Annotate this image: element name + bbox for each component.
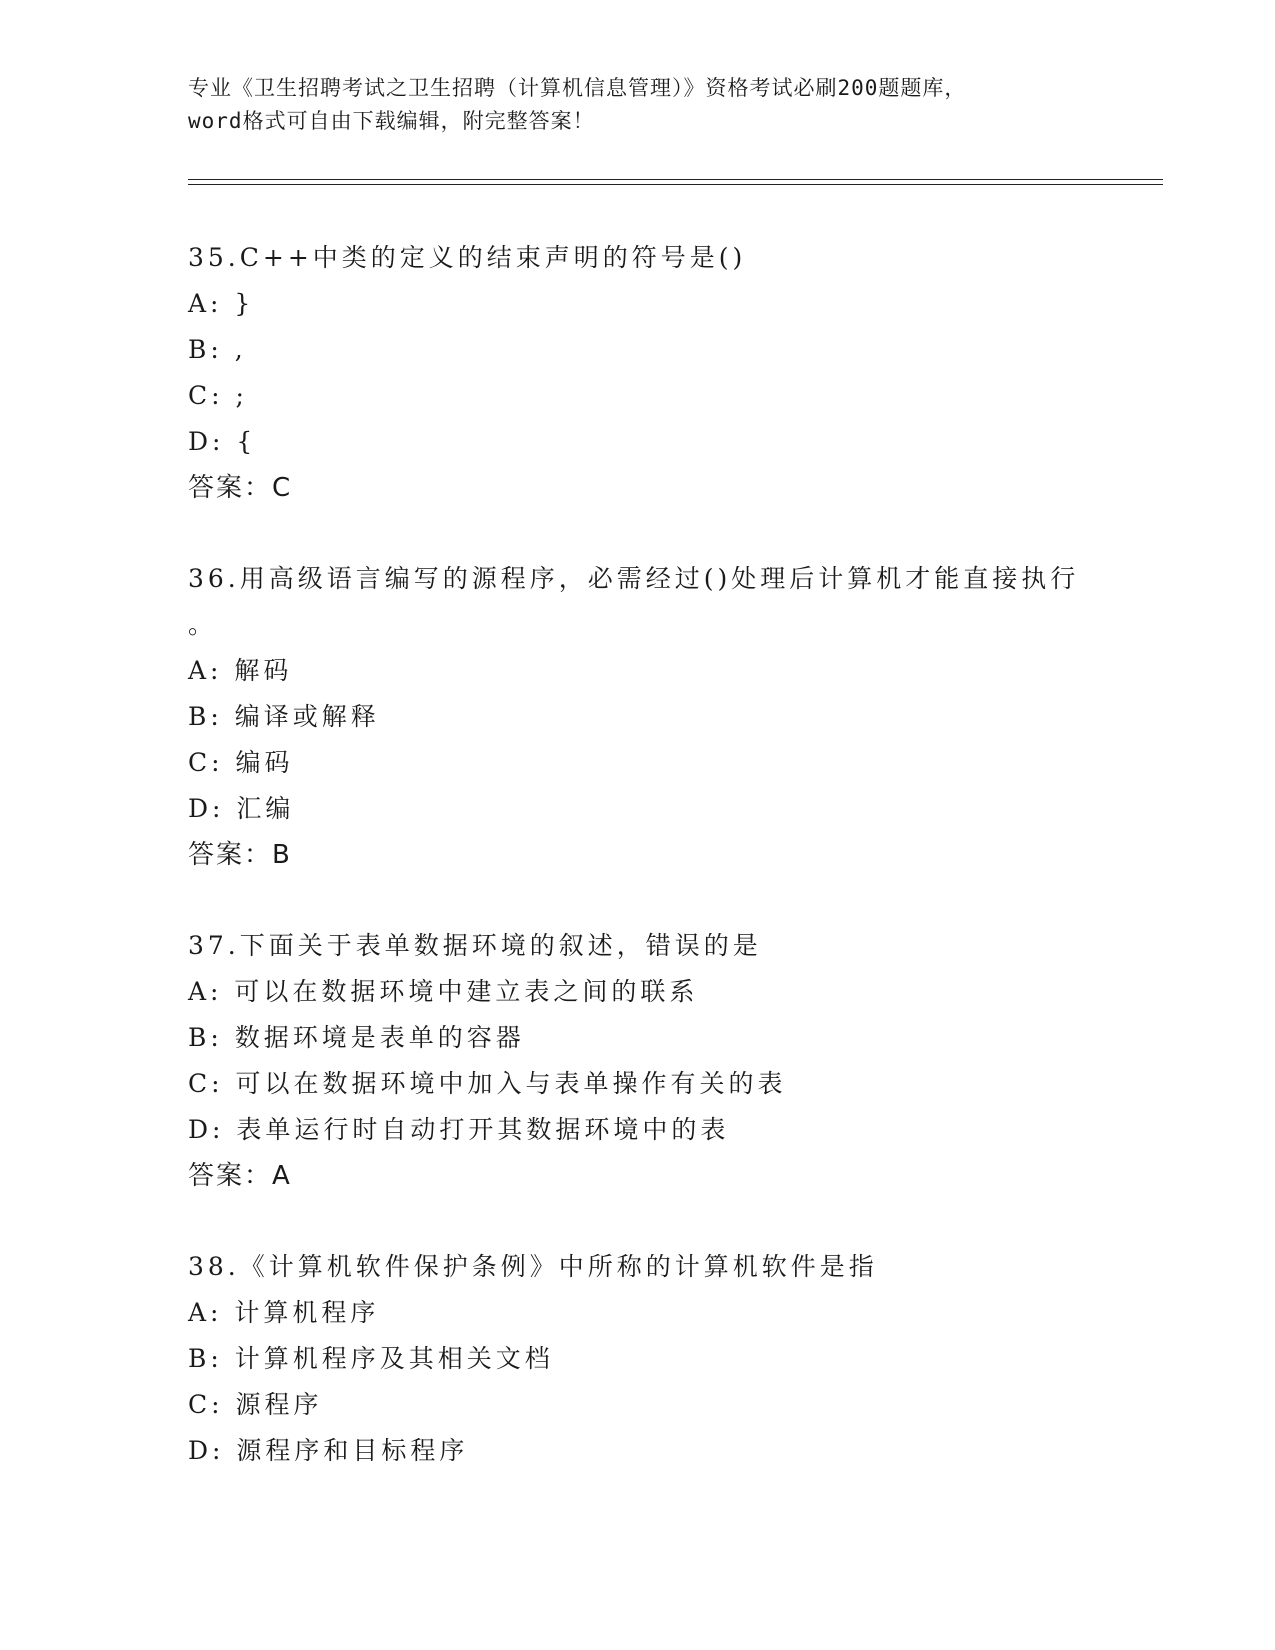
header-line-2: word格式可自由下载编辑，附完整答案！ [188,109,595,133]
question-stem: 37.下面关于表单数据环境的叙述，错误的是 [188,931,762,960]
option-d: D: 汇编 [188,794,295,823]
answer: 答案：C [188,473,293,503]
option-d: D: 表单运行时自动打开其数据环境中的表 [188,1115,730,1144]
question-list [188,235,1088,1519]
question-stem: 36.用高级语言编写的源程序，必需经过()处理后计算机才能直接执行 [188,564,1080,593]
option-b: B: 编译或解释 [188,702,380,731]
header-divider-bottom [188,184,1163,185]
option-c: C: 源程序 [188,1390,323,1419]
option-d: D: { [188,427,257,456]
option-c: C: 可以在数据环境中加入与表单操作有关的表 [188,1069,787,1098]
answer: 答案：B [188,840,292,870]
answer: 答案：A [188,1161,292,1191]
question-stem-continuation: 。 [188,610,214,639]
question-36 [188,556,1088,878]
question-stem: 35.C++中类的定义的结束声明的符号是() [188,243,747,272]
option-b: B: 计算机程序及其相关文档 [188,1344,554,1373]
option-a: A: 解码 [188,656,293,685]
document-header [188,72,1088,138]
question-37 [188,923,1088,1199]
header-divider-top [188,179,1163,180]
option-a: A: } [188,289,255,318]
option-b: B: , [188,335,247,364]
question-stem: 38.《计算机软件保护条例》中所称的计算机软件是指 [188,1252,878,1281]
option-b: B: 数据环境是表单的容器 [188,1023,525,1052]
option-a: A: 可以在数据环境中建立表之间的联系 [188,977,699,1006]
header-line-1: 专业《卫生招聘考试之卫生招聘（计算机信息管理）》资格考试必刷200题题库， [188,76,967,100]
question-35 [188,235,1088,511]
option-c: C: ; [188,381,248,410]
option-a: A: 计算机程序 [188,1298,380,1327]
question-38 [188,1244,1088,1474]
option-d: D: 源程序和目标程序 [188,1436,469,1465]
option-c: C: 编码 [188,748,294,777]
